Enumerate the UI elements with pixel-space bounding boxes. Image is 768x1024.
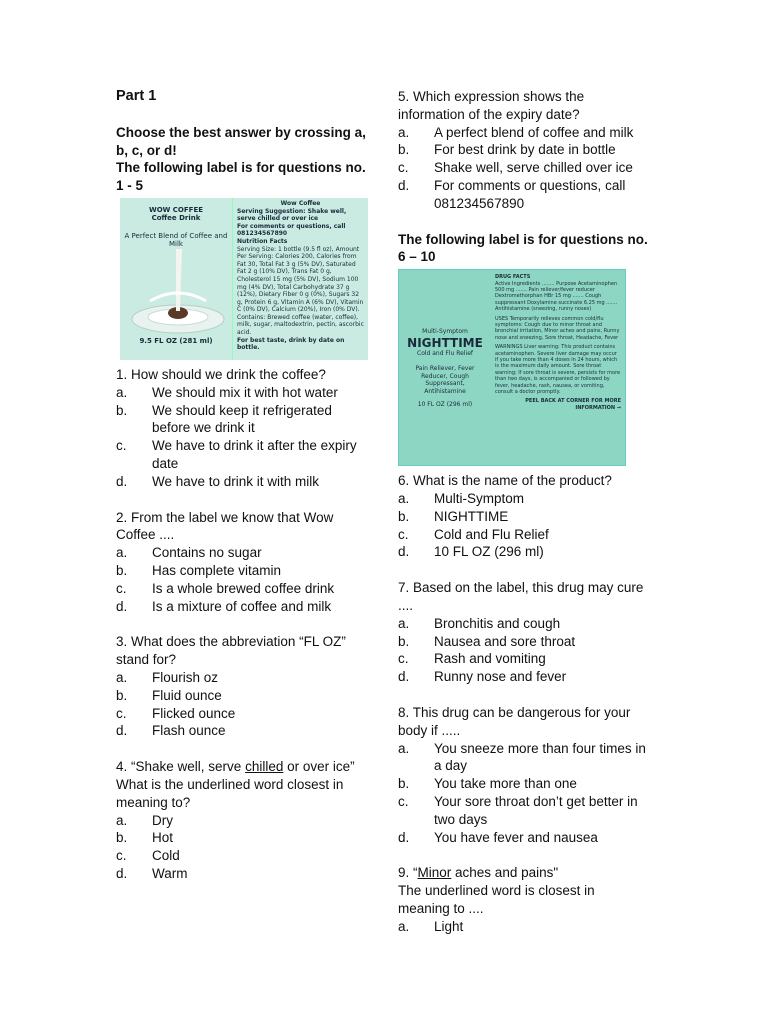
question-5 xyxy=(398,88,650,213)
option-text: 10 FL OZ (296 ml) xyxy=(434,544,544,560)
answer-option[interactable] xyxy=(398,490,650,508)
coffee-type: Coffee Drink xyxy=(151,214,201,223)
option-letter: c. xyxy=(398,526,409,542)
question-block xyxy=(398,579,650,704)
answer-option[interactable] xyxy=(116,402,368,438)
answer-option[interactable] xyxy=(116,580,368,598)
answer-option[interactable] xyxy=(398,124,650,142)
option-text: Dry xyxy=(152,812,173,828)
option-text: We have to drink it after the expiry date xyxy=(152,438,357,471)
answer-option[interactable] xyxy=(398,793,650,829)
answer-option[interactable] xyxy=(398,141,650,159)
question-block xyxy=(116,366,368,509)
option-letter: b. xyxy=(116,402,128,418)
question-block xyxy=(398,704,650,864)
underlined-word: chilled xyxy=(245,759,284,775)
instruction: Choose the best answer by crossing a, b, c, or d! xyxy=(116,124,366,158)
option-letter: b. xyxy=(398,142,410,158)
part-title: Part 1 xyxy=(116,88,157,104)
option-text: Flash ounce xyxy=(152,723,226,739)
option-text: Cold and Flu Relief xyxy=(434,526,549,542)
peel-back-note: PEEL BACK AT CORNER FOR MORE INFORMATION → xyxy=(525,398,621,411)
right-column xyxy=(398,88,650,936)
option-letter: a. xyxy=(398,740,410,756)
right-questions xyxy=(398,472,650,864)
option-letter: d. xyxy=(398,829,410,845)
medicine-label-image xyxy=(398,269,626,466)
answer-options xyxy=(398,124,650,213)
coffee-label-image xyxy=(120,198,368,360)
option-text: Runny nose and fever xyxy=(434,669,567,685)
best-taste-line: For best taste, drink by date on bottle. xyxy=(237,336,345,352)
answer-options xyxy=(398,615,650,686)
option-text: Is a mixture of coffee and milk xyxy=(152,598,332,614)
option-text: NIGHTTIME xyxy=(434,508,509,524)
question-stem xyxy=(398,864,650,882)
medicine-label-front xyxy=(399,270,491,465)
option-text: You take more than one xyxy=(434,776,577,792)
milk-splash-illustration xyxy=(120,249,232,339)
answer-options xyxy=(116,812,368,883)
option-letter: c. xyxy=(116,848,127,864)
answer-option[interactable] xyxy=(398,615,650,633)
option-text: For comments or questions, call 081234567890 xyxy=(434,177,626,211)
option-text: Nausea and sore throat xyxy=(434,633,576,649)
answer-option[interactable] xyxy=(398,508,650,526)
option-letter: b. xyxy=(398,633,410,649)
left-column xyxy=(116,88,368,883)
answer-option[interactable] xyxy=(116,829,368,847)
relief-line: Cold and Flu Relief xyxy=(417,349,473,357)
option-text: Rash and vomiting xyxy=(434,651,546,667)
answer-options xyxy=(116,544,368,615)
answer-option[interactable] xyxy=(398,740,650,776)
answer-option[interactable] xyxy=(398,159,650,177)
option-text: Your sore throat don’t get better in two days xyxy=(434,793,638,827)
underlined-word: Minor xyxy=(417,865,452,881)
option-letter: d. xyxy=(116,598,128,614)
stem-text: 9. “ xyxy=(398,865,418,881)
answer-option[interactable] xyxy=(398,829,650,847)
option-text: Warm xyxy=(152,865,188,881)
coffee-label-front xyxy=(120,198,232,360)
option-text: You sneeze more than four times in a day xyxy=(434,740,646,774)
label2-intro: The following label is for questions no. 6 – 10 xyxy=(398,231,648,265)
answer-options xyxy=(116,384,368,491)
question-block xyxy=(116,509,368,634)
question-9 xyxy=(398,864,650,935)
question-stem: 3. What does the abbreviation “FL OZ” stand for? xyxy=(116,634,346,668)
answer-options xyxy=(116,669,368,740)
option-letter: c. xyxy=(116,580,127,596)
coffee-brand: WOW COFFEE xyxy=(148,205,204,214)
option-letter: c. xyxy=(398,160,409,176)
option-letter: d. xyxy=(116,473,128,489)
option-text: Contains no sugar xyxy=(152,545,262,561)
option-letter: b. xyxy=(398,776,410,792)
option-letter: a. xyxy=(116,812,128,828)
answer-option[interactable] xyxy=(398,668,650,686)
answer-option[interactable] xyxy=(398,918,650,936)
multi-symptom: Multi-Symptom xyxy=(422,328,468,336)
coffee-contents: Contains: Brewed coffee (water, coffee), milk, sugar, maltodextrin, pectin, ascorbic acid. xyxy=(237,313,364,337)
nutrition-body: Serving Size: 1 bottle (9.5 fl oz), Amount Per Serving: Calories 200, Calories from Fat 30, Total Fat 3 g (5% DV), Saturated Fat 2 g (10% DV), Trans Fat 0 g, Cholesterol 15 mg (5% DV), Sodium 100 mg (4% DV), Total Carbohydrate 37 g (12%), Dietary Fiber 0 g (0%), Sugars 32 g, Protein 6 g, Vitamin A (6% DV), Vitamin C (0% DV), Calcium (20%), Iron (0% DV). xyxy=(237,245,364,314)
option-text: Is a whole brewed coffee drink xyxy=(152,580,335,596)
answer-option[interactable] xyxy=(116,705,368,723)
question-stem-2: What is the underlined word closest in meaning to? xyxy=(116,776,344,810)
question-stem: 7. Based on the label, this drug may cure .... xyxy=(398,580,644,613)
option-text: Has complete vitamin xyxy=(152,562,282,578)
answer-options xyxy=(398,740,650,847)
answer-option[interactable] xyxy=(116,847,368,865)
answer-option[interactable] xyxy=(398,650,650,668)
option-letter: a. xyxy=(398,490,410,506)
option-letter: b. xyxy=(398,508,410,524)
answer-option[interactable] xyxy=(116,544,368,562)
answer-option[interactable] xyxy=(116,722,368,740)
option-text: Shake well, serve chilled over ice xyxy=(434,160,633,176)
option-letter: d. xyxy=(398,669,410,685)
question-stem xyxy=(116,758,368,776)
question-4 xyxy=(116,758,368,883)
left-questions xyxy=(116,366,368,758)
question-stem-2: The underlined word is closest in meaning to .... xyxy=(398,883,595,916)
question-stem: 1. How should we drink the coffee? xyxy=(116,366,326,382)
answer-option[interactable] xyxy=(116,687,368,705)
question-block xyxy=(398,472,650,579)
answer-option[interactable] xyxy=(398,177,650,213)
option-letter: d. xyxy=(398,544,410,560)
option-letter: a. xyxy=(398,124,410,140)
active-ingredients: Active Ingredients ........ Purpose Acetaminophen 500 mg ....... Pain reliever/fever reducer Dextromethorphan HBr 15 mg ....... Cough suppressant Doxylamine succinate 6.25 mg ....... Antihistamine (sneezing, runny noses) xyxy=(495,280,618,313)
option-letter: a. xyxy=(116,545,128,561)
option-text: Hot xyxy=(152,830,174,846)
answer-option[interactable] xyxy=(116,812,368,830)
warnings-section: WARNINGS Liver warning: This product contains acetaminophen. Severe liver damage may occur if you take more than 4 doses in 24 hours, which is the maximum daily amount. Sore throat warning: If sore throat is severe, persists for more than two days, is accompanied or followed by fever, headache, rash, nausea, or vomiting, consult a doctor promptly. xyxy=(495,344,621,396)
answer-option[interactable] xyxy=(398,526,650,544)
stem-text: aches and pains" xyxy=(451,865,559,881)
option-text: You have fever and nausea xyxy=(434,829,598,845)
serving-suggestion: Serving Suggestion: Shake well, serve chilled or over ice xyxy=(237,207,347,223)
option-text: A perfect blend of coffee and milk xyxy=(434,124,634,140)
option-letter: c. xyxy=(398,651,409,667)
option-text: Light xyxy=(434,918,464,934)
answer-option[interactable] xyxy=(116,384,368,402)
answer-option[interactable] xyxy=(116,437,368,473)
medicine-size: 10 FL OZ (296 ml) xyxy=(417,401,473,409)
uses-section: USES Temporarily relieves common cold/flu symptoms: Cough due to minor throat and bronchial irritation, Minor aches and pains, Runny nose and sneezing, Sore throat, Headache, Fever xyxy=(495,315,620,341)
option-letter: c. xyxy=(116,438,127,454)
medicine-label-facts xyxy=(491,270,625,465)
option-letter: a. xyxy=(398,615,410,631)
option-letter: a. xyxy=(116,669,128,685)
drug-facts-title: DRUG FACTS xyxy=(495,274,531,281)
option-letter: a. xyxy=(116,384,128,400)
stem-text: 4. “Shake well, serve xyxy=(116,759,246,775)
option-text: We should mix it with hot water xyxy=(152,384,338,400)
question-stem: 8. This drug can be dangerous for your body if ..... xyxy=(398,704,631,738)
coffee-tagline: A Perfect Blend of Coffee and Milk xyxy=(124,231,228,249)
option-text: We have to drink it with milk xyxy=(152,473,320,489)
answer-option[interactable] xyxy=(116,598,368,616)
option-letter: d. xyxy=(398,177,410,193)
option-letter: b. xyxy=(116,687,128,703)
answer-option[interactable] xyxy=(398,633,650,651)
answer-option[interactable] xyxy=(398,543,650,561)
answer-options xyxy=(398,918,650,936)
option-letter: d. xyxy=(116,865,128,881)
coffee-label-header: Wow Coffee xyxy=(280,199,321,207)
answer-option[interactable] xyxy=(116,562,368,580)
answer-option[interactable] xyxy=(398,775,650,793)
option-letter: c. xyxy=(398,793,409,809)
answer-option[interactable] xyxy=(116,669,368,687)
option-letter: c. xyxy=(116,705,127,721)
option-text: We should keep it refrigerated before we drink it xyxy=(152,402,332,436)
product-name: NIGHTTIME xyxy=(407,335,483,350)
answer-option[interactable] xyxy=(116,865,368,883)
nutrition-title: Nutrition Facts xyxy=(237,237,288,245)
question-stem: 5. Which expression shows the information of the expiry date? xyxy=(398,89,585,122)
option-letter: a. xyxy=(398,918,410,934)
option-letter: b. xyxy=(116,830,128,846)
question-block xyxy=(116,633,368,758)
option-letter: d. xyxy=(116,723,128,739)
option-text: For best drink by date in bottle xyxy=(434,142,616,158)
answer-option[interactable] xyxy=(116,473,368,491)
uses-summary: Pain Reliever, Fever Reducer, Cough Suppressant, Antihistamine xyxy=(415,365,475,395)
option-text: Flicked ounce xyxy=(152,705,236,721)
option-text: Multi-Symptom xyxy=(434,490,525,506)
stem-text: or over ice” xyxy=(283,759,355,775)
question-stem: 2. From the label we know that Wow Coffee .... xyxy=(116,509,334,543)
question-stem: 6. What is the name of the product? xyxy=(398,473,612,489)
option-text: Flourish oz xyxy=(152,669,219,685)
option-text: Bronchitis and cough xyxy=(434,615,561,631)
coffee-size: 9.5 FL OZ (281 ml) xyxy=(139,337,213,346)
coffee-label-info xyxy=(232,198,368,360)
option-text: Cold xyxy=(152,848,180,864)
answer-options xyxy=(398,490,650,561)
comments-line: For comments or questions, call 081234567890 xyxy=(237,222,346,238)
option-letter: b. xyxy=(116,562,128,578)
option-text: Fluid ounce xyxy=(152,687,222,703)
label1-intro: The following label is for questions no. 1 - 5 xyxy=(116,160,366,194)
